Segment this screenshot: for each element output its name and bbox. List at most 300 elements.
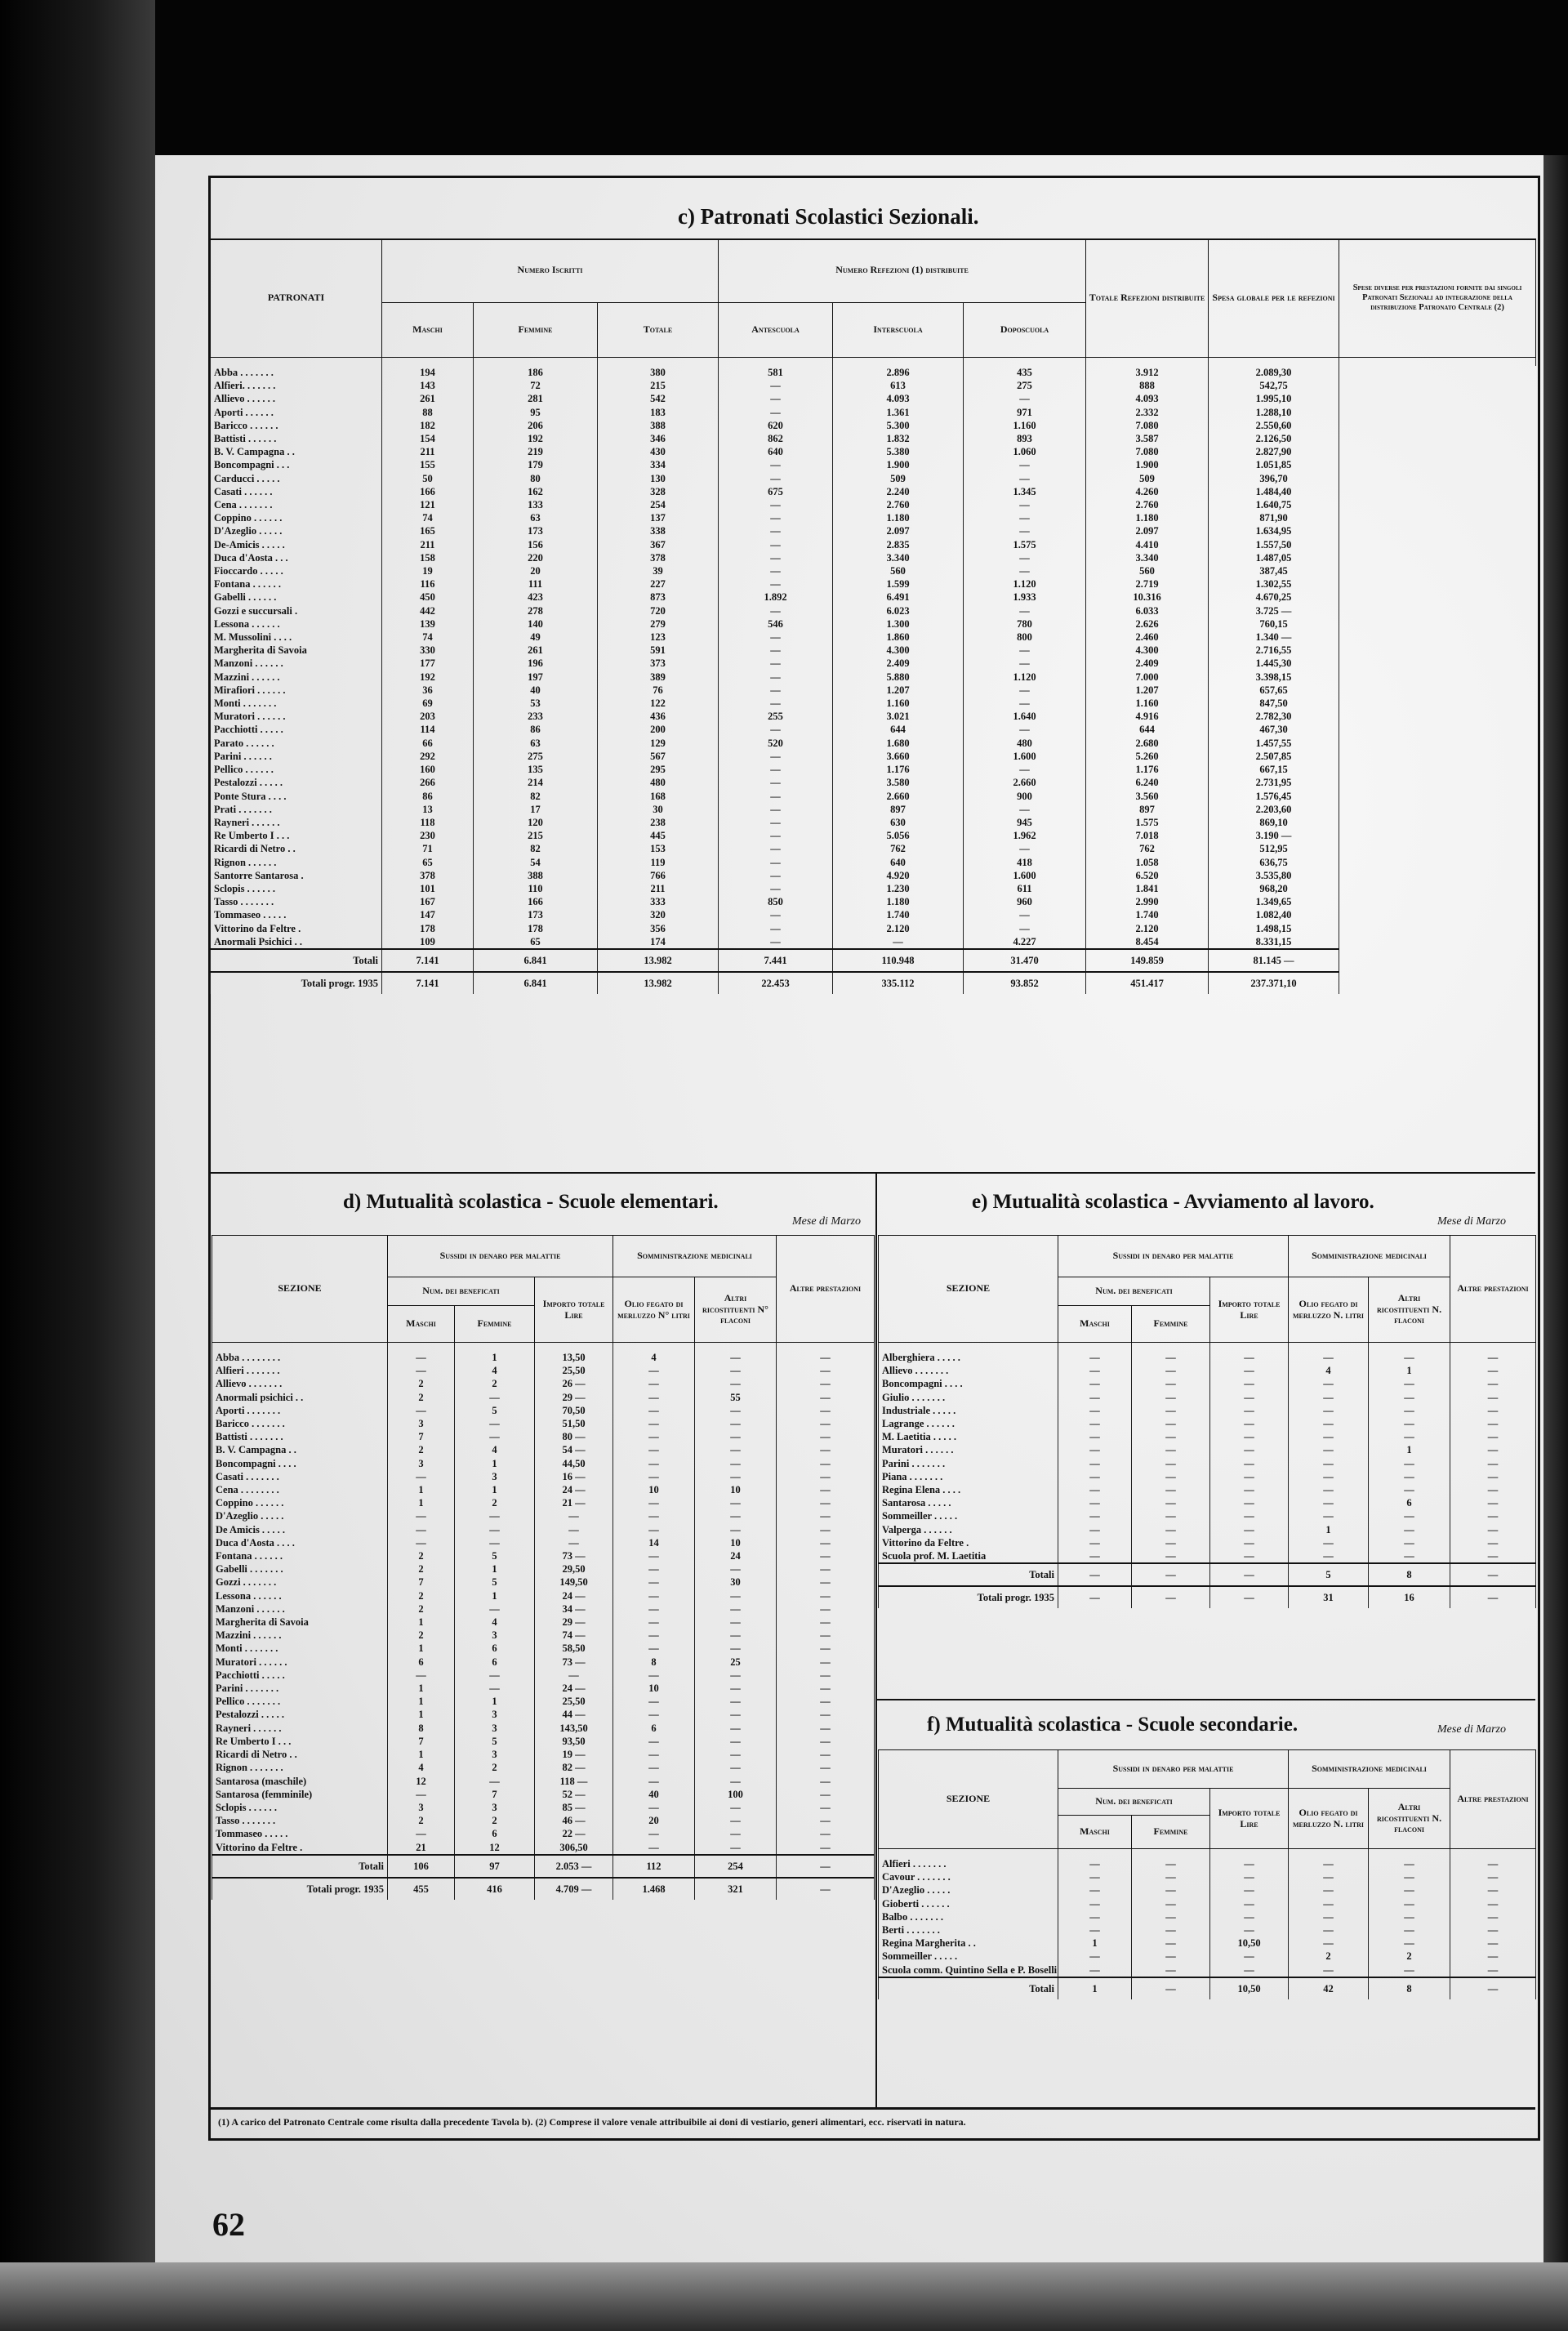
spacer-cell — [1369, 1343, 1450, 1352]
table-row — [879, 1509, 1536, 1522]
row-label: De Amicis . . . . . — [212, 1523, 388, 1536]
table-cell: — — [1132, 1950, 1210, 1963]
table-cell: — — [719, 524, 833, 537]
table-cell: 640 — [719, 445, 833, 458]
table-cell: 567 — [598, 750, 719, 763]
table-row — [211, 790, 1536, 803]
table-cell: 219 — [474, 445, 598, 458]
row-label: Mirafiori . . . . . . — [211, 684, 382, 697]
table-cell: — — [1058, 1351, 1132, 1364]
table-cell: 120 — [474, 816, 598, 829]
table-cell: 1.860 — [833, 631, 964, 644]
table-cell: — — [777, 1656, 875, 1669]
table-cell: 2.660 — [964, 776, 1086, 789]
table-cell: — — [777, 1562, 875, 1576]
table-cell: 367 — [598, 538, 719, 551]
table-cell: 261 — [474, 644, 598, 657]
table-cell: 675 — [719, 485, 833, 498]
table-cell: — — [388, 1351, 455, 1364]
patronati-table — [210, 238, 1536, 994]
table-cell: — — [613, 1616, 695, 1629]
totals-cell: 22.453 — [719, 972, 833, 994]
table-cell: — — [719, 538, 833, 551]
table-cell: 58,50 — [535, 1642, 613, 1655]
table-cell: 630 — [833, 816, 964, 829]
table-row — [211, 776, 1536, 789]
table-cell: 230 — [382, 829, 474, 842]
table-cell: — — [1210, 1483, 1289, 1496]
totals-row — [212, 1878, 875, 1900]
table-cell: 6 — [1369, 1496, 1450, 1509]
table-cell: — — [1450, 1457, 1536, 1470]
table-cell: — — [777, 1788, 875, 1801]
table-cell: 897 — [1086, 803, 1209, 816]
section-f-month: Mese di Marzo — [1437, 1723, 1506, 1736]
table-cell: 1.487,05 — [1209, 551, 1339, 564]
table-cell: — — [455, 1682, 535, 1695]
header-olio: Olio fegato di merluzzo N. litri — [1289, 1277, 1369, 1343]
row-label: Cavour . . . . . . . — [879, 1870, 1058, 1883]
table-row — [212, 1549, 875, 1562]
table-cell: 34 — — [535, 1602, 613, 1616]
table-row — [212, 1391, 875, 1404]
table-cell: 166 — [382, 485, 474, 498]
table-cell: — — [1058, 1549, 1132, 1563]
totals-row — [879, 1586, 1536, 1608]
table-cell: 2.097 — [833, 524, 964, 537]
table-cell: 378 — [598, 551, 719, 564]
table-cell: — — [777, 1708, 875, 1721]
table-cell: 44,50 — [535, 1457, 613, 1470]
table-cell: — — [1450, 1443, 1536, 1456]
table-cell: 850 — [719, 895, 833, 908]
table-cell: — — [777, 1695, 875, 1708]
table-cell: — — [1210, 1897, 1289, 1910]
table-cell: — — [695, 1735, 777, 1748]
table-cell: — — [1369, 1457, 1450, 1470]
row-label: Fioccardo . . . . . — [211, 564, 382, 577]
table-cell: — — [719, 551, 833, 564]
table-cell: 1.207 — [1086, 684, 1209, 697]
table-row — [211, 524, 1536, 537]
totals-cell: — — [1132, 1563, 1210, 1586]
section-f-title: f) Mutualità scolastica - Scuole secondarie. — [927, 1714, 1298, 1736]
table-cell: — — [1058, 1870, 1132, 1883]
header-importo: Importo totale Lire — [1210, 1277, 1289, 1343]
row-label: Manzoni . . . . . . — [212, 1602, 388, 1616]
row-label: Allievo . . . . . . — [211, 392, 382, 405]
table-cell: 21 — — [535, 1496, 613, 1509]
table-cell: 80 — — [535, 1430, 613, 1443]
table-cell: 211 — [382, 538, 474, 551]
table-cell: 4.093 — [833, 392, 964, 405]
header-antescuola: Antescuola — [719, 302, 833, 357]
table-cell: 613 — [833, 379, 964, 392]
table-cell: 137 — [598, 511, 719, 524]
table-row — [879, 1536, 1536, 1549]
table-cell: 893 — [964, 432, 1086, 445]
table-cell: — — [1289, 1857, 1369, 1870]
table-cell: 2 — [388, 1629, 455, 1642]
totals-row — [879, 1563, 1536, 1586]
table-cell: — — [1210, 1523, 1289, 1536]
table-cell: — — [1132, 1870, 1210, 1883]
table-row — [211, 604, 1536, 617]
table-cell: 1.345 — [964, 485, 1086, 498]
table-cell: 4.300 — [1086, 644, 1209, 657]
table-cell: 640 — [833, 856, 964, 869]
table-cell: 436 — [598, 710, 719, 723]
table-cell: — — [964, 511, 1086, 524]
table-cell: 636,75 — [1209, 856, 1339, 869]
table-cell: — — [1210, 1364, 1289, 1377]
table-row — [211, 710, 1536, 723]
table-cell: — — [777, 1443, 875, 1456]
table-cell: 387,45 — [1209, 564, 1339, 577]
table-row — [879, 1897, 1536, 1910]
row-label: Aporti . . . . . . . — [212, 1404, 388, 1417]
table-cell: 295 — [598, 763, 719, 776]
table-cell: 1 — [455, 1695, 535, 1708]
table-cell: — — [613, 1443, 695, 1456]
row-label: Muratori . . . . . . — [212, 1656, 388, 1669]
table-cell: — — [777, 1549, 875, 1562]
totals-cell: 1 — [1058, 1977, 1132, 1999]
totals-cell: 110.948 — [833, 949, 964, 972]
table-cell: 20 — [474, 564, 598, 577]
table-cell: — — [719, 657, 833, 670]
table-cell: — — [1289, 1496, 1369, 1509]
table-cell: 6.033 — [1086, 604, 1209, 617]
mutualita-secondarie-table — [878, 1749, 1536, 1999]
table-row — [211, 737, 1536, 750]
table-cell: — — [1132, 1377, 1210, 1390]
row-label: Monti . . . . . . . — [211, 697, 382, 710]
table-cell: — — [964, 644, 1086, 657]
table-cell: 2.097 — [1086, 524, 1209, 537]
row-label: Baricco . . . . . . . — [212, 1417, 388, 1430]
row-label: Ricardi di Netro . . — [211, 842, 382, 855]
table-cell: 3.190 — — [1209, 829, 1339, 842]
row-label: Allievo . . . . . . . — [879, 1364, 1058, 1377]
table-row — [211, 379, 1536, 392]
row-label: Abba . . . . . . . — [211, 366, 382, 379]
table-cell: 8.454 — [1086, 935, 1209, 949]
spacer-cell — [598, 358, 719, 367]
table-row — [212, 1748, 875, 1761]
table-cell: 73 — — [535, 1549, 613, 1562]
table-cell: 1.302,55 — [1209, 577, 1339, 591]
totals-cell: 7.441 — [719, 949, 833, 972]
table-cell: 7.000 — [1086, 671, 1209, 684]
table-cell: 396,70 — [1209, 472, 1339, 485]
table-cell: — — [1450, 1351, 1536, 1364]
table-cell: — — [695, 1814, 777, 1827]
table-row — [212, 1788, 875, 1801]
table-cell: — — [695, 1377, 777, 1390]
table-row — [212, 1629, 875, 1642]
table-cell: 1.962 — [964, 829, 1086, 842]
spacer-cell — [212, 1343, 388, 1352]
table-cell: 203 — [382, 710, 474, 723]
table-cell: 4.670,25 — [1209, 591, 1339, 604]
table-cell: 6.023 — [833, 604, 964, 617]
table-cell: — — [1289, 1391, 1369, 1404]
table-cell: 36 — [382, 684, 474, 697]
table-cell: 158 — [382, 551, 474, 564]
table-row — [212, 1523, 875, 1536]
header-somministrazione: Somministrazione medicinali — [613, 1236, 777, 1277]
table-cell: 72 — [474, 379, 598, 392]
table-cell: 21 — [388, 1841, 455, 1855]
table-cell: 1 — [388, 1695, 455, 1708]
table-cell: 39 — [598, 564, 719, 577]
table-cell: — — [964, 908, 1086, 921]
table-row — [211, 922, 1536, 935]
totals-label: Totali — [212, 1855, 388, 1878]
row-label: Scuola comm. Quintino Sella e P. Boselli — [879, 1963, 1058, 1977]
totals-cell: 16 — [1369, 1586, 1450, 1608]
table-cell: — — [695, 1669, 777, 1682]
table-cell: — — [1289, 1430, 1369, 1443]
table-cell: 3.340 — [833, 551, 964, 564]
row-label: Anormali psichici . . — [212, 1391, 388, 1404]
table-cell: — — [1369, 1897, 1450, 1910]
table-cell: 3.587 — [1086, 432, 1209, 445]
table-cell: — — [1210, 1457, 1289, 1470]
table-cell: — — [1132, 1496, 1210, 1509]
table-cell: 3.398,15 — [1209, 671, 1339, 684]
table-cell: 182 — [382, 419, 474, 432]
table-cell: 63 — [474, 737, 598, 750]
table-cell: 869,10 — [1209, 816, 1339, 829]
table-cell: — — [1058, 1483, 1132, 1496]
table-cell: — — [1369, 1377, 1450, 1390]
table-row — [212, 1562, 875, 1576]
table-cell: — — [695, 1443, 777, 1456]
table-cell: 1.180 — [833, 895, 964, 908]
table-cell: 19 — — [535, 1748, 613, 1761]
table-cell: — — [695, 1562, 777, 1576]
table-cell: 2 — [388, 1549, 455, 1562]
table-cell: 380 — [598, 366, 719, 379]
table-cell: 1 — [1369, 1364, 1450, 1377]
table-cell: — — [455, 1391, 535, 1404]
table-cell: 194 — [382, 366, 474, 379]
table-cell: — — [719, 723, 833, 736]
table-cell: 76 — [598, 684, 719, 697]
row-label: Tasso . . . . . . . — [212, 1814, 388, 1827]
table-cell: 333 — [598, 895, 719, 908]
table-cell: 178 — [474, 922, 598, 935]
table-cell: 2.660 — [833, 790, 964, 803]
table-cell: 24 — — [535, 1483, 613, 1496]
row-label: B. V. Campagna . . — [211, 445, 382, 458]
totals-cell: — — [1058, 1586, 1132, 1608]
table-cell: — — [964, 763, 1086, 776]
row-label: Casati . . . . . . . — [212, 1470, 388, 1483]
table-cell: 6.520 — [1086, 869, 1209, 882]
totals-label: Totali progr. 1935 — [879, 1586, 1058, 1608]
row-label: Margherita di Savoia — [211, 644, 382, 657]
table-cell: 1.051,85 — [1209, 458, 1339, 471]
row-label: Ricardi di Netro . . — [212, 1748, 388, 1761]
table-cell: 1.640 — [964, 710, 1086, 723]
table-cell: 3.021 — [833, 710, 964, 723]
table-cell: — — [1450, 1950, 1536, 1963]
totals-row — [211, 949, 1536, 972]
table-cell: 1.832 — [833, 432, 964, 445]
totals-cell: — — [777, 1855, 875, 1878]
table-cell: 546 — [719, 617, 833, 631]
table-cell: 5 — [455, 1576, 535, 1589]
table-cell: 167 — [382, 895, 474, 908]
table-cell: 86 — [382, 790, 474, 803]
row-label: Duca d'Aosta . . . . — [212, 1536, 388, 1549]
table-cell: 2.716,55 — [1209, 644, 1339, 657]
table-cell: — — [1450, 1430, 1536, 1443]
header-altre-prestazioni: Altre prestazioni — [777, 1236, 875, 1343]
table-row — [211, 392, 1536, 405]
table-cell: — — [1289, 1470, 1369, 1483]
table-cell: 1 — [388, 1616, 455, 1629]
table-cell: — — [1210, 1963, 1289, 1977]
table-cell: 12 — [388, 1775, 455, 1788]
table-cell: 2.782,30 — [1209, 710, 1339, 723]
table-cell: 100 — [695, 1788, 777, 1801]
spacer-cell — [879, 1849, 1058, 1858]
scan-dark-border-right — [1544, 155, 1568, 2303]
table-cell: 4 — [455, 1364, 535, 1377]
table-cell: 233 — [474, 710, 598, 723]
table-cell: — — [777, 1775, 875, 1788]
spacer-cell — [455, 1343, 535, 1352]
table-cell: — — [1210, 1391, 1289, 1404]
table-row — [211, 816, 1536, 829]
table-cell: — — [695, 1761, 777, 1774]
table-cell: 5 — [455, 1735, 535, 1748]
table-cell: — — [1210, 1377, 1289, 1390]
table-cell: 279 — [598, 617, 719, 631]
table-cell: 40 — [613, 1788, 695, 1801]
table-cell: — — [695, 1509, 777, 1522]
row-label: Vittorino da Feltre . — [212, 1841, 388, 1855]
row-label: Alfieri . . . . . . . — [212, 1364, 388, 1377]
table-cell: — — [695, 1457, 777, 1470]
table-cell: 971 — [964, 406, 1086, 419]
table-cell: 24 — — [535, 1589, 613, 1602]
table-cell: — — [1289, 1549, 1369, 1563]
spacer-cell — [1369, 1849, 1450, 1858]
table-cell: 5 — [455, 1404, 535, 1417]
table-cell: 179 — [474, 458, 598, 471]
header-num-beneficati: Num. dei beneficati — [1058, 1789, 1210, 1816]
table-cell: 214 — [474, 776, 598, 789]
table-cell: 581 — [719, 366, 833, 379]
header-sussidi: Sussidi in denaro per malattie — [1058, 1750, 1289, 1789]
table-cell: — — [777, 1351, 875, 1364]
table-cell: 1.120 — [964, 671, 1086, 684]
row-label: Coppino . . . . . . — [212, 1496, 388, 1509]
table-cell: — — [613, 1417, 695, 1430]
table-cell: — — [455, 1775, 535, 1788]
table-cell: — — [719, 644, 833, 657]
table-cell: — — [1058, 1443, 1132, 1456]
table-cell: 6 — [455, 1656, 535, 1669]
table-cell: — — [777, 1616, 875, 1629]
table-cell: 644 — [1086, 723, 1209, 736]
spacer-row — [212, 1343, 875, 1352]
table-cell: 2.120 — [1086, 922, 1209, 935]
row-label: Prati . . . . . . . — [211, 803, 382, 816]
table-cell: 2.409 — [833, 657, 964, 670]
table-cell: — — [1210, 1950, 1289, 1963]
table-row — [879, 1523, 1536, 1536]
table-cell: 2.550,60 — [1209, 419, 1339, 432]
table-cell: 122 — [598, 697, 719, 710]
table-cell: 1.740 — [1086, 908, 1209, 921]
table-cell: 2.990 — [1086, 895, 1209, 908]
table-cell: 2 — [455, 1814, 535, 1827]
table-cell: — — [719, 842, 833, 855]
table-cell: 206 — [474, 419, 598, 432]
totals-cell: 31 — [1289, 1586, 1369, 1608]
spacer-cell — [1209, 358, 1339, 367]
row-label: Gozzi e succursali . — [211, 604, 382, 617]
table-cell: — — [1450, 1470, 1536, 1483]
header-sezione: SEZIONE — [879, 1750, 1058, 1849]
table-cell: 520 — [719, 737, 833, 750]
table-cell: 40 — [474, 684, 598, 697]
table-cell: — — [613, 1602, 695, 1616]
table-cell: — — [1210, 1509, 1289, 1522]
table-cell: 1.600 — [964, 869, 1086, 882]
table-cell: — — [1369, 1391, 1450, 1404]
table-cell: 5.380 — [833, 445, 964, 458]
totals-cell: 7.141 — [382, 949, 474, 972]
table-cell: 389 — [598, 671, 719, 684]
row-label: Sommeiller . . . . . — [879, 1509, 1058, 1522]
table-row — [211, 419, 1536, 432]
table-cell: 1.900 — [833, 458, 964, 471]
spacer-cell — [1058, 1343, 1132, 1352]
table-cell: — — [719, 604, 833, 617]
table-cell: — — [964, 498, 1086, 511]
header-femmine: Femmine — [1132, 1306, 1210, 1343]
table-cell: — — [1210, 1536, 1289, 1549]
row-label: Boncompagni . . . . — [212, 1457, 388, 1470]
table-cell: 1.557,50 — [1209, 538, 1339, 551]
table-row — [212, 1430, 875, 1443]
footnote: (1) A carico del Patronato Centrale come risulta dalla precedente Tavola b). (2) Comprese il valore venale attribuibile ai doni di vestiario, generi alimentari, ecc. riservati in natura. — [210, 2107, 1535, 2134]
header-totale-refezioni: Totale Refezioni distribuite — [1086, 239, 1209, 358]
table-cell: — — [1132, 1857, 1210, 1870]
table-cell: — — [613, 1642, 695, 1655]
table-cell: — — [1289, 1509, 1369, 1522]
column-divider — [875, 1174, 877, 2107]
row-label: Santorre Santarosa . — [211, 869, 382, 882]
table-cell: — — [695, 1827, 777, 1840]
header-altre-prestazioni: Altre prestazioni — [1450, 1750, 1536, 1849]
table-row — [212, 1775, 875, 1788]
header-doposcuola: Doposcuola — [964, 302, 1086, 357]
table-cell: — — [777, 1483, 875, 1496]
table-cell: 334 — [598, 458, 719, 471]
table-cell: — — [719, 935, 833, 949]
table-cell: — — [1450, 1509, 1536, 1522]
table-cell: — — [1132, 1351, 1210, 1364]
table-cell: — — [719, 763, 833, 776]
